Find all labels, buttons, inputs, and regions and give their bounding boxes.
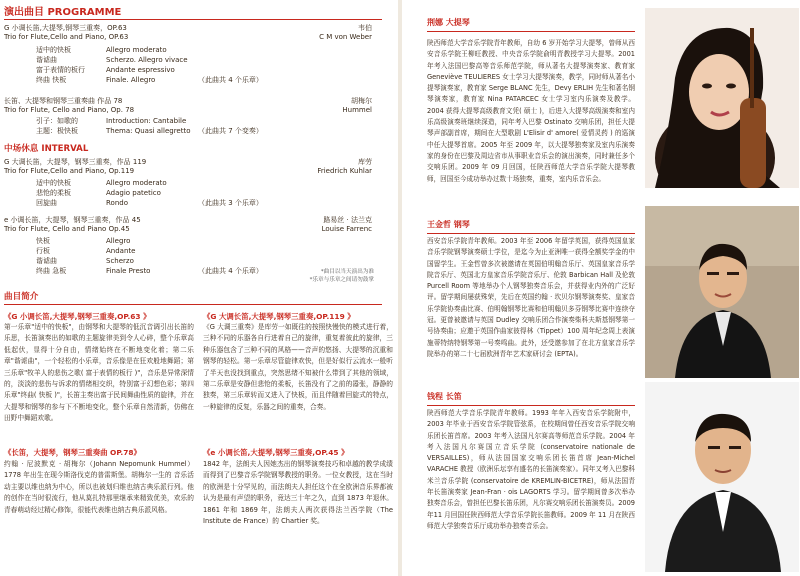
piece-title-cn: G 大调长笛，大提琴，钢琴三重奏，作品 119 (4, 158, 147, 166)
performer-name: 荆娜 大提琴 (427, 18, 470, 27)
piece-title-cn: e 小调长笛，大提琴，钢琴三重奏，作品 45 (4, 216, 141, 224)
movement-cn: 回旋曲 (36, 199, 57, 207)
composer-en: Hummel (342, 106, 372, 114)
movement-en: Scherzo. Allegro vivace (106, 56, 188, 64)
divider (4, 19, 382, 20)
divider (427, 405, 635, 406)
movement-cn: 终曲 快板 (36, 76, 67, 84)
intro-item-heading: 《G 小调长笛,大提琴,钢琴三重奏,OP.63 》 (4, 312, 151, 321)
movement-en: Andante (106, 247, 136, 255)
cellist-photo (645, 8, 799, 188)
performer-bio: 陕西师范大学音乐学院青年教师，自幼 6 岁开始学习大提琴，曾师从西安音乐学院王柳旺教授、中央音乐学院俞明青教授学习大提琴。2001 年考入法国巴黎高等音乐师范学院，师从著名大提琴演奏家、教育家 Geneviève TEULIERES 女士学习大提琴演奏，教学，同时师从著名小提琴演奏家，教育家 Serge BLANC 先生，Devy ERLIH 先生和著名钢琴演奏家，教育家 Nina PATARCEC 女士学习室内乐演奏及教学。2004 获得大提琴高级教育文凭( 硕士 )，后进入大提琴高级演奏和室内乐高级演奏班继续深造，同年考入巴黎 Ostinato 交响乐团，担任大提琴声部副首席，期间在大型歌剧 L'Elisir d' amore( 爱情灵药 ) 的巡演中任大提琴首席。2005 年至 2009 年，以大提琴独奏家及室内乐演奏家的身份在巴黎及周边省市从事职业音乐会的演出演奏，同时兼任多个交响乐团。2009 年 09 月回国，任陕西师范大学音乐学院大提琴教师，回国至今成功举办过数十场独奏，重奏，室内乐音乐会。 (427, 39, 635, 183)
movement-en: Thema: Quasi allegretto (106, 127, 191, 135)
interval-heading: 中场休息 INTERVAL (4, 144, 89, 154)
composer-cn: 路易丝 · 法兰克 (323, 216, 372, 224)
movement-en: Scherzo (106, 257, 134, 265)
left-page (0, 0, 398, 576)
composer-en: Louise Farrenc (321, 225, 372, 233)
composer-cn: 库劳 (358, 158, 372, 166)
movement-cn: 适中的快板 (36, 46, 71, 54)
movement-cn: 主题：极快板 (36, 127, 78, 135)
movement-en: Allegro (106, 237, 131, 245)
movement-cn: 适中的快板 (36, 179, 71, 187)
movement-note: （此曲共 7 个变奏） (198, 127, 263, 135)
divider (4, 304, 382, 305)
movement-cn: 谐谑曲 (36, 257, 57, 265)
movement-cn: 快板 (36, 237, 50, 245)
piece-title-en: Trio for Flute, Cello and Piano Op.45 (4, 225, 130, 233)
intro-item-text: 第一乐章"适中的快板"，由钢琴和大提琴的低沉音调引出长笛的乐思，长笛演奏出的如歌的主题旋律美到令人心碎，整个乐章高低起伏，显得十分自由，情绪始终在不断地变化着；第二乐章"谐谑曲"，一个轻松的小乐章，音乐像是在狂欢般地舞蹈；第三乐章"牧羊人的悲伤之歌( 富于表情的板行 )"，音乐是异常深情的，淡淡的悲伤与诉求的情绪相交织，特别富于幻想色彩；第四乐章"终曲( 快板 )"，长笛主奏出富于民间舞曲性质的旋律，并在大提琴和钢琴的参与下不断地变化，整个乐章自然清新，仿佛在田野中舞蹈欢歌。 (4, 323, 194, 423)
intro-heading: 曲目简介 (4, 292, 39, 302)
intro-item-text: 约翰 · 尼波默克 · 胡梅尔（Johann Nepomunk Hummel）1778 年出生在现今斯洛伐克的普雷斯堡。胡梅尔一生的 音乐活动主要以维也纳为中心，所以也被划归维也纳古典乐派行列。他的创作在当时很流行，他从莫扎特那里继承来精致优美，欢乐的青春萌动经过精心修饰，很能代表维也纳古典乐派风格。 (4, 460, 194, 514)
right-page (402, 0, 800, 576)
footnote: *曲目以当天演出为准 (320, 269, 374, 275)
piece-title-cn: 长笛、大提琴和钢琴三重奏曲 作品 78 (4, 97, 123, 105)
movement-en: Allegro moderato (106, 179, 167, 187)
pianist-photo (645, 206, 799, 378)
performer-name: 王金哲 钢琴 (427, 220, 470, 229)
footnote: *乐章与乐章之间请勿鼓掌 (309, 277, 374, 283)
composer-en: Friedrich Kuhlar (317, 167, 372, 175)
intro-item-text: 1842 年，法朗夫人因她杰出的钢琴演奏技巧和卓越的教学成绩而得到了巴黎音乐学院钢琴教授的职务。一位女教授，这在当时的欧洲是十分罕见的，而法朗夫人担任这个在全欧洲音乐界都被认为是最有声望的职务，竟达三十年之久，直到 1873 年退休。1861 年和 1869 年，法朗夫人两次获得法兰西学院（The Institute de France）的 Chartier 奖。 (203, 460, 393, 526)
performer-name: 钱程 长笛 (427, 392, 462, 401)
performer-bio: 陕西师范大学音乐学院青年教师。1993 年年入西安音乐学院附中，2003 年毕业于西安音乐学院管弦系，在校期间曾任西安音乐学院交响乐团长笛首席。2003 年考入法国凡尔赛高等师范音乐学院。2004 年考入法国凡尔赛国立音乐学院 (conservatoire nationale de VERSAILLES)，师从法国国家交响乐团长笛首席 Jean-Michel VARACHE 教授（欧洲乐坛享有盛名的长笛演奏家）。同年又考入巴黎科米兰音乐学院 (conservatoire de KREMLIN-BICETRE)，师从法国青年长笛演奏家 Jean-Fran · ois LAGORTS 学习。留学期间曾多次举办独奏音乐会，曾担任巴黎长笛乐团，凡尔赛交响乐团长笛演奏员。2009 年11 月回国任陕西师范大学音乐学院长笛教师。2009 年 11 月在陕西师范大学独奏音乐厅成功举办独奏音乐会。 (427, 409, 635, 530)
movement-note: （此曲共 3 个乐章） (198, 199, 263, 207)
movement-cn: 富于表情的板行 (36, 66, 85, 74)
movement-en: Adagio patetico (106, 189, 161, 197)
programme-heading: 演出曲目 PROGRAMME (4, 7, 122, 18)
movement-note: （此曲共 4 个乐章） (198, 76, 263, 84)
intro-item-heading: 《G 大调长笛,大提琴,钢琴三重奏,OP.119 》 (203, 312, 355, 321)
movement-cn: 终曲 急板 (36, 267, 67, 275)
movement-en: Finale. Allegro (106, 76, 156, 84)
movement-note: （此曲共 4 个乐章） (198, 267, 263, 275)
composer-cn: 胡梅尔 (351, 97, 372, 105)
flutist-photo (645, 382, 799, 572)
movement-cn: 悲怆的柔板 (36, 189, 71, 197)
movement-cn: 引子：如歌的 (36, 117, 78, 125)
composer-cn: 韦伯 (358, 24, 372, 32)
intro-item-text: 《G 大调三重奏》是库劳一如既往的按照快慢快的模式进行着，三种不同的乐器各自行进着自己的旋律，重复着彼此的旋律，三种乐器包含了三种不同的风格——音声的悠扬、大提琴的沉重和钢琴的轻松。第一乐章尽管旋律欢快，但是好似行云流水一般听了半天也没找到重点，突然思绪不知被什么带到了其他的领域，第二乐章是安静但悲怆的柔板，长笛没有了之前的嚣张，静静的独奏，第三乐章转而又进入了快板，而且伴随着回旋式的特点，一种旋律的反复，乐器之间的重奏，合奏。 (203, 323, 393, 411)
divider (427, 233, 635, 234)
movement-en: Andante espressivo (106, 66, 175, 74)
movement-en: Introduction: Cantabile (106, 117, 187, 125)
movement-en: Finale Presto (106, 267, 151, 275)
movement-cn: 谐谑曲 (36, 56, 57, 64)
piece-title-en: Trio for Flute,Cello and Piano, Op.119 (4, 167, 135, 175)
piece-title-en: Trio for Flute, Cello and Piano, Op. 78 (4, 106, 135, 114)
movement-en: Allegro moderato (106, 46, 167, 54)
movement-cn: 行板 (36, 247, 50, 255)
piece-title-en: Trio for Flute,Cello and Piano, OP.63 (4, 33, 129, 41)
performer-bio: 西安音乐学院青年教师。2003 年至 2006 年留学英国，获得英国皇家音乐学院钢琴演奏硕士学位，是迄今为止亚洲唯一获得全额奖学金的中国留学生。王金哲曾多次被邀请在英国伯明翰音乐厅、英国皇家音乐学院音乐厅、英国北方皇家音乐学院音乐厅、伦敦 Barbican Hall 及伦敦 Purcell Room 等地举办个人钢琴独奏音乐会，并获得业内外的广泛好评。留学期间屡获殊荣，先后在英国约翰 · 坎贝尔钢琴演奏奖、皇家音乐学院协奏曲比赛、伯明翰钢琴比赛和伯明翰贝多芬钢琴比赛中连续夺冠。更曾被邀请与英国 Dudley 交响乐团合作演奏柴科夫斯基钢琴第一号协奏曲；应邀于英国作曲家彼得林（Tippet）100 周年纪念周上表演施蒂特纳特钢琴第一号奏鸣曲。此外，还受邀参加了在北方皇家音乐学院举办的第二十七届欧洲青年艺术家研讨会 (EPTA)。 (427, 237, 635, 358)
composer-en: C M von Weber (319, 33, 372, 41)
intro-item-heading: 《长笛，大提琴，钢琴三重奏曲 OP.78》 (4, 448, 141, 457)
piece-title-cn: G 小调长笛,大提琴,钢琴三重奏，OP.63 (4, 24, 127, 32)
divider (427, 31, 635, 32)
movement-en: Rondo (106, 199, 128, 207)
intro-item-heading: 《e 小调长笛,大提琴,钢琴三重奏,OP.45 》 (203, 448, 349, 457)
